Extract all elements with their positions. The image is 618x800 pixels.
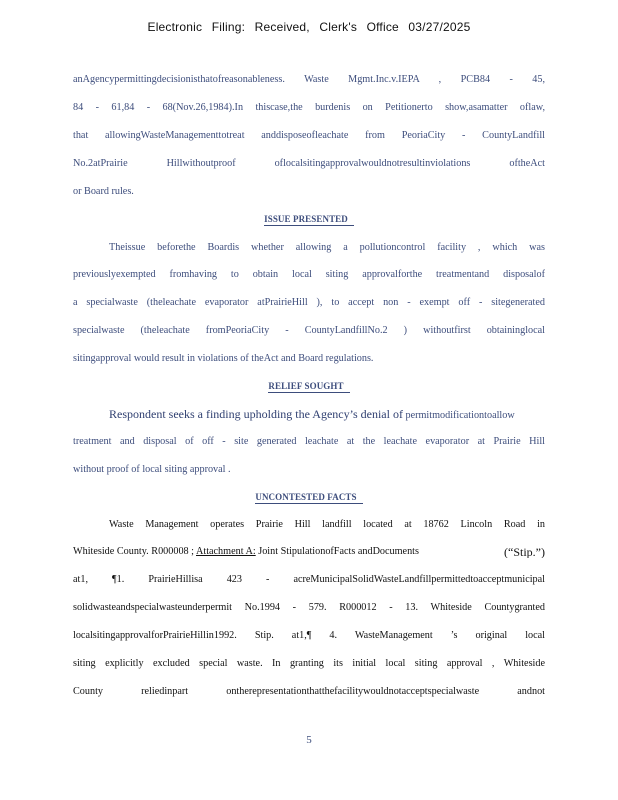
body-line: a specialwaste (theleachate evaporator atPrairieHill ), to accept non - exempt off - sitegenerated bbox=[73, 297, 545, 308]
page-number: 5 bbox=[306, 734, 312, 746]
body-line: treatment and disposal of off - site generated leachate at the leachate evaporator at Prairie Hill bbox=[73, 436, 545, 447]
body-line: localsitingapprovalforPrairieHillin1992. Stip. at1,¶ 4. WasteManagement ’s original local bbox=[73, 630, 545, 641]
body-line-lead bbox=[109, 407, 545, 423]
body-line-mid: Joint StipulationofFacts andDocuments bbox=[258, 546, 419, 557]
stip-abbrev: (“Stip.”) bbox=[504, 546, 545, 558]
body-line: Theissue beforethe Boardis whether allowing a pollutioncontrol facility , which was bbox=[109, 242, 545, 253]
attachment-link[interactable]: Attachment A: bbox=[196, 546, 256, 557]
body-line: or Board rules. bbox=[73, 186, 134, 197]
body-line: No.2atPrairie Hillwithoutproof oflocalsitingapprovalwouldnotresultinviolations oftheAct bbox=[73, 158, 545, 169]
body-line: siting explicitly excluded special waste. In granting its initial local siting approval , Whiteside bbox=[73, 658, 545, 669]
body-line: 84 - 61,84 - 68(Nov.26,1984).In thiscase,the burdenis on Petitionerto show,asamatter oflaw, bbox=[73, 102, 545, 113]
section-heading-facts bbox=[0, 492, 618, 502]
body-line: County reliedinpart ontherepresentationthatthefacilitywouldnotacceptspecialwaste andnot bbox=[73, 686, 545, 697]
relief-lead-tail: permitmodificationtoallow bbox=[405, 410, 515, 421]
body-line: sitingapproval would result in violations of theAct and Board regulations. bbox=[73, 353, 374, 364]
section-heading-issue-text: ISSUE PRESENTED bbox=[264, 214, 354, 226]
body-line-attachment bbox=[73, 546, 545, 558]
section-heading-facts-text: UNCONTESTED FACTS bbox=[255, 492, 362, 504]
body-line: solidwasteandspecialwasteunderpermit No.1994 - 579. R000012 - 13. Whiteside Countygranted bbox=[73, 602, 545, 613]
body-line: previouslyexempted fromhaving to obtain local siting approvalforthe treatmentand disposalof bbox=[73, 269, 545, 280]
body-line: that allowingWasteManagementtotreat anddisposeofleachate from PeoriaCity - CountyLandfill bbox=[73, 130, 545, 141]
body-line: without proof of local siting approval . bbox=[73, 464, 231, 475]
body-line: at1, ¶1. PrairieHillisa 423 - acreMunicipalSolidWasteLandfillpermittedtoacceptmunicipal bbox=[73, 574, 545, 585]
relief-lead-text: Respondent seeks a finding upholding the Agency’s denial of bbox=[109, 407, 403, 421]
body-line: Waste Management operates Prairie Hill landfill located at 18762 Lincoln Road in bbox=[109, 519, 545, 530]
body-line-start: Whiteside County. R000008 ; bbox=[73, 546, 195, 557]
section-heading-relief bbox=[0, 381, 618, 391]
body-line: anAgencypermittingdecisionisthatofreasonableness. Waste Mgmt.Inc.v.IEPA , PCB84 - 45, bbox=[73, 74, 545, 85]
body-line: specialwaste (theleachate fromPeoriaCity - CountyLandfillNo.2 ) withoutfirst obtaininglocal bbox=[73, 325, 545, 336]
section-heading-issue bbox=[0, 214, 618, 224]
section-heading-relief-text: RELIEF SOUGHT bbox=[268, 381, 349, 393]
electronic-filing-header: Electronic Filing: Received, Clerk's Office 03/27/2025 bbox=[147, 20, 471, 34]
